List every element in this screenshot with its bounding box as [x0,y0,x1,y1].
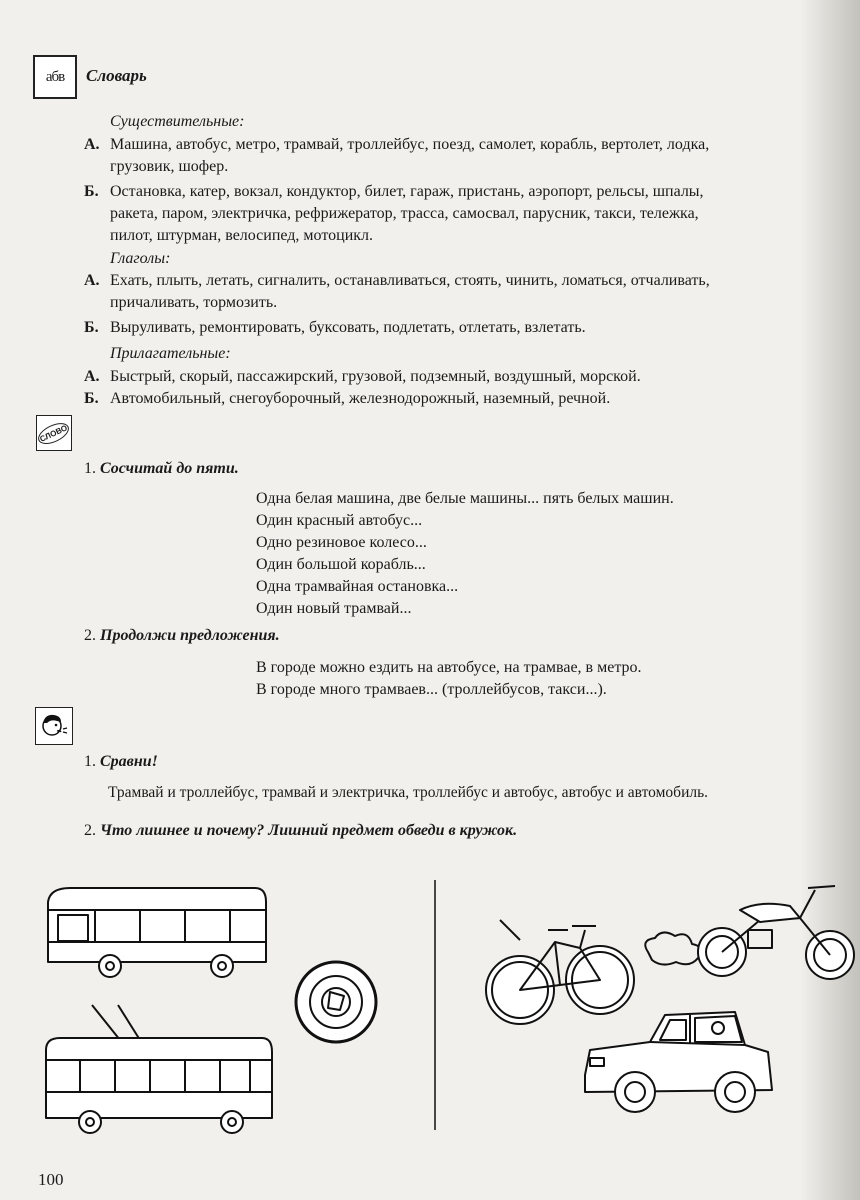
trolleybus-drawing[interactable] [46,1005,272,1133]
slovo-icon-text: СЛОВО [35,418,72,447]
verbs-a-line: причаливать, тормозить. [110,294,278,311]
task-title: Что лишнее и почему? Лишний предмет обведи в кружок. [100,822,518,839]
task-count-to-five [84,460,239,478]
verbs-block [84,270,854,339]
task-title: Сравни! [100,753,158,770]
nouns-a-line: грузовик, шофер. [110,158,229,175]
slovo-icon [36,415,72,451]
nouns-a-mark: А. [84,136,100,153]
adjectives-block [84,366,854,410]
verbs-b-line: Выруливать, ремонтировать, буксовать, подлетать, отлетать, взлетать. [110,319,586,336]
speaking-head-svg [39,711,69,741]
nouns-b-line: ракета, паром, электричка, рефрижератор, трасса, самосвал, парусник, такси, тележка, [110,205,699,222]
continue-lines [256,657,642,701]
count-lines [256,488,674,620]
verbs-a-mark: А. [84,272,100,289]
adjectives-b-mark: Б. [84,390,99,407]
continue-line: В городе можно ездить на автобусе, на трамвае, в метро. [256,659,642,676]
count-line: Один новый трамвай... [256,600,412,617]
task-title: Сосчитай до пяти. [100,460,239,477]
task-number: 1. [84,460,96,477]
task-title: Продолжи предложения. [100,627,280,644]
task-number: 2. [84,822,96,839]
tire-drawing[interactable] [296,962,376,1042]
count-line: Один большой корабль... [256,556,426,573]
nouns-b-line: Остановка, катер, вокзал, кондуктор, билет, гараж, пристань, аэропорт, рельсы, шпалы, [110,183,704,200]
task-odd-one-out [84,822,517,840]
task-continue-sentences [84,627,280,645]
nouns-a-line: Машина, автобус, метро, трамвай, троллейбус, поезд, самолет, корабль, вертолет, лодка, [110,136,710,153]
bus-drawing[interactable] [48,888,266,977]
verbs-b-mark: Б. [84,319,99,336]
speaking-head-icon [35,707,73,745]
verbs-a-line: Ехать, плыть, летать, сигналить, останавливаться, стоять, чинить, ломаться, отчаливать, [110,272,710,289]
dictionary-title: Словарь [86,66,147,85]
page-number: 100 [38,1170,64,1189]
bicycle-drawing[interactable] [486,920,634,1024]
count-line: Одно резиновое колесо... [256,534,427,551]
adjectives-b-line: Автомобильный, снегоуборочный, железнодорожный, наземный, речной. [110,390,611,407]
count-line: Один красный автобус... [256,512,423,529]
continue-line: В городе много трамваев... (троллейбусов, такси...). [256,681,607,698]
nouns-b-mark: Б. [84,183,99,200]
car-drawing[interactable] [585,1012,772,1112]
compare-text: Трамвай и троллейбус, трамвай и электричка, троллейбус и автобус, автобус и автомобиль. [108,784,709,801]
dictionary-icon-text: абв [45,68,65,85]
dictionary-abc-icon [33,55,77,99]
illustrations [0,860,860,1150]
motorcycle-drawing[interactable] [645,886,854,979]
adjectives-a-mark: А. [84,368,100,385]
count-line: Одна трамвайная остановка... [256,578,459,595]
nouns-block [84,134,854,247]
task-number: 1. [84,753,96,770]
nouns-label: Существительные: [110,113,245,130]
adjectives-a-line: Быстрый, скорый, пассажирский, грузовой, подземный, воздушный, морской. [110,368,641,385]
count-line: Одна белая машина, две белые машины... пять белых машин. [256,490,674,507]
verbs-label: Глаголы: [110,250,171,267]
nouns-b-line: пилот, штурман, велосипед, мотоцикл. [110,227,374,244]
task-compare [84,753,158,771]
task-number: 2. [84,627,96,644]
adjectives-label: Прилагательные: [110,345,231,362]
